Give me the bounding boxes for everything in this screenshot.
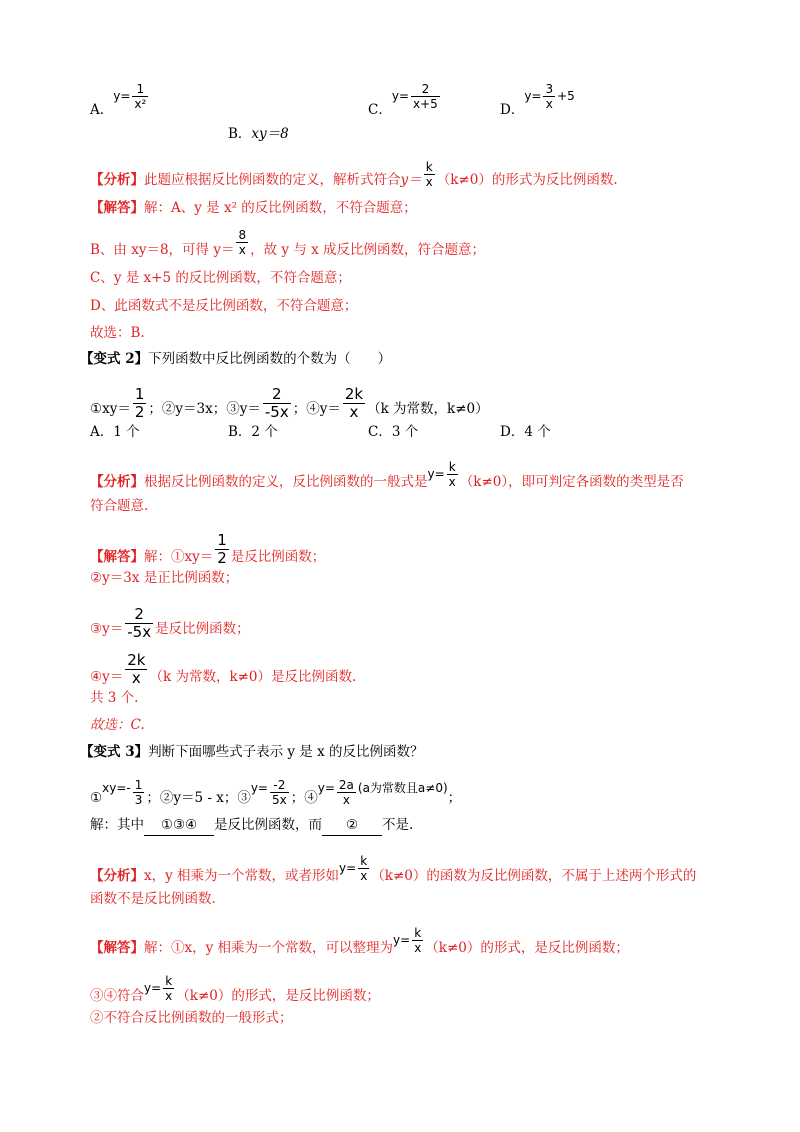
expr-prefix: y= <box>113 89 131 103</box>
v2-answer-3: ③y＝ $\frac{2}{-5x}$ 是反比例函数； <box>90 605 250 641</box>
fraction: $\frac{1}{2}$ <box>134 385 145 421</box>
q1-answer-line1: 【解答】解：A、y 是 x² 的反比例函数，不符合题意； <box>90 200 417 216</box>
v3-answer-2: ③④符合y= $\frac{k}{x}$ （k≠0）的形式，是反比例函数； <box>90 974 380 1004</box>
fraction: $\frac{8}{x}$ <box>238 228 247 257</box>
fraction: $\frac{1}{2}$ <box>217 531 227 567</box>
v2-answer-2: ②y＝3x 是正比例函数； <box>90 570 239 586</box>
v3-answer-3: ②不符合反比例函数的一般形式； <box>90 1010 293 1026</box>
fraction: $\frac{k}{x}$ <box>360 854 368 883</box>
fraction: $\frac{1}{3}$ <box>134 778 143 807</box>
v2-answer-6: 故选：C. <box>90 717 145 733</box>
q1-analysis: 【分析】此题应根据反比例函数的定义，解析式符合y＝ $\frac{k}{x}$ （k≠0）的形式为反比例函数. <box>90 160 618 189</box>
v2-question: 【变式 2】下列函数中反比例函数的个数为（ ） <box>80 351 392 367</box>
v2-option-a: A．1 个 <box>90 424 140 440</box>
v2-items: ①xy＝ $\frac{1}{2}$ ；②y＝3x；③y＝ $\frac{2}{-5x}$ ；④y＝ $\frac{2k}{x}$ （k 为常数，k≠0） <box>90 385 489 421</box>
v2-option-d: D．4 个 <box>500 424 551 440</box>
fraction: $\frac{2}{-5x}$ <box>127 605 152 641</box>
q1-option-c: C．y= $\frac{2}{x+5}$ <box>368 82 438 118</box>
v3-analysis-cont: 函数不是反比例函数. <box>90 891 216 907</box>
v3-fill-blank: 解：其中 ①③④ 是反比例函数，而 ② 不是. <box>90 815 740 836</box>
v2-answer-1: 【解答】解：①xy＝ $\frac{1}{2}$ 是反比例函数； <box>90 531 326 567</box>
v3-question: 【变式 3】判断下面哪些式子表示 y 是 x 的反比例函数？ <box>80 744 424 760</box>
option-label: A． <box>90 102 114 118</box>
q1-answer-line2: B、由 xy＝8，可得 y＝ $\frac{8}{x}$ ，故 y 与 x 成反比例函数，符合题意； <box>90 228 486 258</box>
q1-option-d: D．y= $\frac{3}{x}$ +5 <box>500 82 575 118</box>
fraction: $\frac{2a}{x}$ <box>338 778 354 807</box>
q1-answer-line3: C、y 是 x+5 的反比例函数，不符合题意； <box>90 270 351 286</box>
q1-answer-line4: D、此函数式不是反比例函数，不符合题意； <box>90 298 358 314</box>
fraction: $\frac{k}{x}$ <box>448 460 456 489</box>
v2-answer-5: 共 3 个. <box>90 690 139 706</box>
v3-items: ①xy=- $\frac{1}{3}$ ；②y＝5 - x；③y= $\frac{-2}{5x}$ ；④y= $\frac{2a}{x}$ (a为常数且a≠0)； <box>90 778 462 807</box>
q1-option-b: B．xy＝8 <box>228 126 289 142</box>
q1-answer-line5: 故选：B. <box>90 325 145 341</box>
v3-analysis: 【分析】x，y 相乘为一个常数，或者形如y= $\frac{k}{x}$ （k≠0）的函数为反比例函数，不属于上述两个形式的 <box>90 854 697 884</box>
v2-option-b: B．2 个 <box>228 424 278 440</box>
fraction: $\frac{k}{x}$ <box>165 974 173 1003</box>
fraction: $\frac{3}{x}$ <box>545 82 554 111</box>
v2-analysis-cont: 符合题意. <box>90 498 149 514</box>
v2-option-c: C．3 个 <box>368 424 419 440</box>
fraction: $\frac{k}{x}$ <box>425 160 433 189</box>
answer-blank-2: ② <box>322 815 382 836</box>
fraction: $\frac{2}{x+5}$ <box>413 82 438 111</box>
v3-answer-1: 【解答】解：①x，y 相乘为一个常数，可以整理为y= $\frac{k}{x}$ （k≠0）的形式，是反比例函数； <box>90 926 629 956</box>
v2-analysis: 【分析】根据反比例函数的定义，反比例函数的一般式是y= $\frac{k}{x}$ （k≠0），即可判定各函数的类型是否 <box>90 460 684 490</box>
fraction: $\frac{2k}{x}$ <box>344 385 364 421</box>
fraction: $\frac{k}{x}$ <box>414 926 422 955</box>
fraction: $\frac{2}{-5x}$ <box>264 385 289 421</box>
answer-blank-1: ①③④ <box>144 815 214 836</box>
fraction: $\frac{2k}{x}$ <box>127 651 146 687</box>
fraction: $\frac{-2}{5x}$ <box>271 778 287 807</box>
fraction: $\frac{1}{\text{x²}}$ <box>134 82 147 111</box>
q1-option-a <box>90 82 150 125</box>
v2-answer-4: ④y＝ $\frac{2k}{x}$ （k 为常数，k≠0）是反比例函数. <box>90 651 357 687</box>
